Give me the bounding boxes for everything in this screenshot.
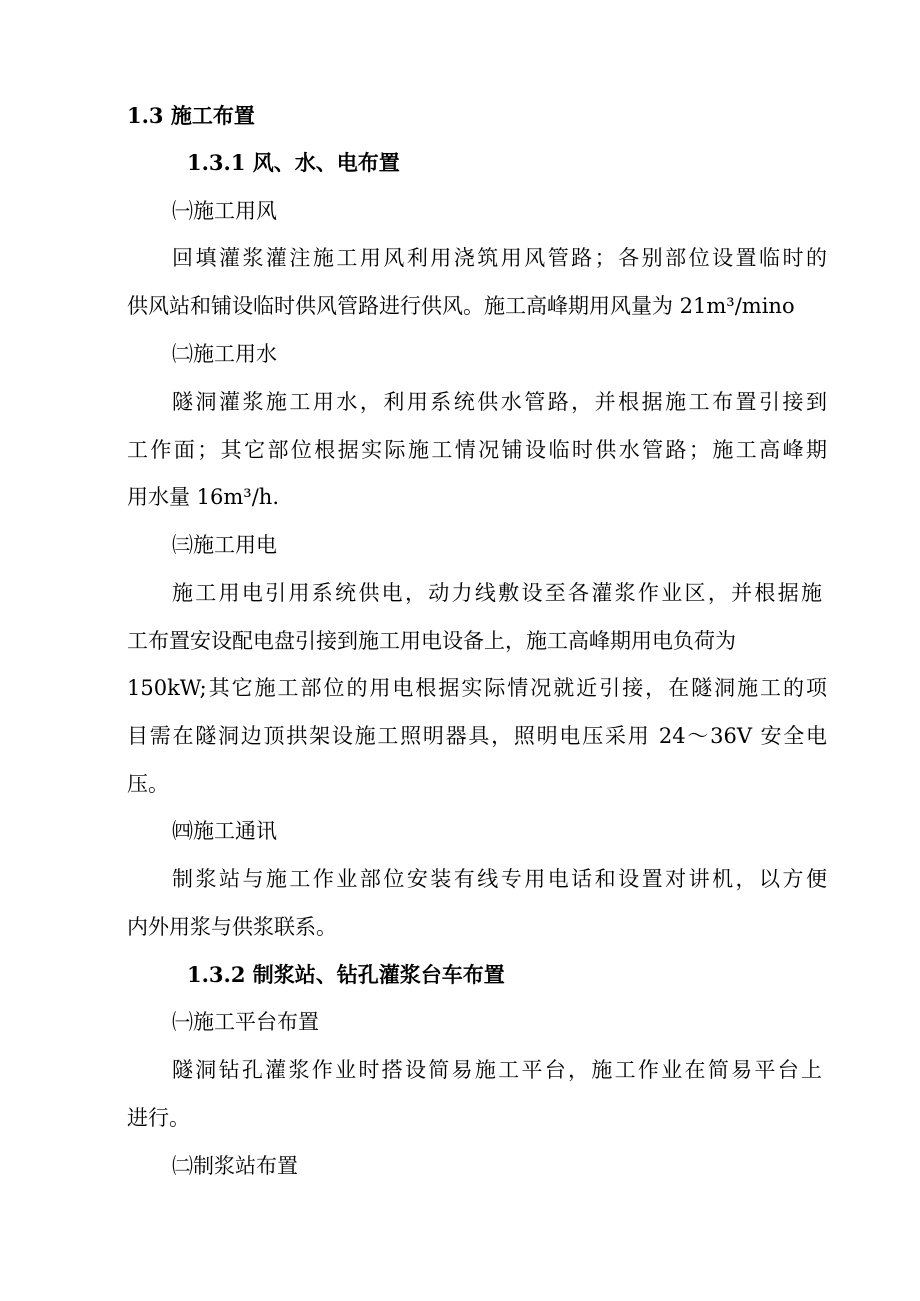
item-title-power: ㈢施工用电 — [172, 533, 277, 557]
paragraph-power-line-2: 工布置安设配电盘引接到施工用电设备上，施工高峰期用电负荷为 — [127, 629, 736, 653]
paragraph-water-line-3: 用水量 16m³/h. — [127, 485, 280, 509]
item-title-platform: ㈠施工平台布置 — [172, 1010, 319, 1034]
paragraph-water-line-1: 隧洞灌浆施工用水，利用系统供水管路，并根据施工布置引接到 — [172, 390, 827, 414]
section-heading: 1.3 施工布置 — [127, 103, 255, 128]
paragraph-wind-line-1: 回填灌浆灌注施工用风利用浇筑用风管路；各别部位设置临时的 — [172, 246, 827, 270]
subsection-heading-1-3-2: 1.3.2 制浆站、钻孔灌浆台车布置 — [187, 962, 505, 987]
paragraph-comm-line-1: 制浆站与施工作业部位安装有线专用电话和设置对讲机，以方便 — [172, 867, 827, 891]
item-title-wind: ㈠施工用风 — [172, 199, 277, 223]
paragraph-power-line-1: 施工用电引用系统供电，动力线敷设至各灌浆作业区，并根据施 — [172, 581, 822, 605]
item-title-grout-station: ㈡制浆站布置 — [172, 1154, 298, 1178]
paragraph-water-line-2: 工作面；其它部位根据实际施工情况铺设临时供水管路；施工高峰期 — [127, 438, 827, 462]
paragraph-platform-line-1: 隧洞钻孔灌浆作业时搭设简易施工平台，施工作业在简易平台上 — [172, 1058, 822, 1082]
paragraph-platform-line-2: 进行。 — [127, 1106, 190, 1130]
paragraph-wind-line-2: 供风站和铺设临时供风管路进行供风。施工高峰期用风量为 21m³/mino — [127, 294, 795, 318]
subsection-heading-1-3-1: 1.3.1 风、水、电布置 — [187, 150, 400, 175]
paragraph-power-line-5: 压。 — [127, 772, 169, 796]
paragraph-comm-line-2: 内外用浆与供浆联系。 — [127, 915, 337, 939]
item-title-communication: ㈣施工通讯 — [172, 819, 277, 843]
paragraph-power-line-4: 目需在隧洞边顶拱架设施工照明器具，照明电压采用 24～36V 安全电 — [127, 724, 827, 748]
item-title-water: ㈡施工用水 — [172, 342, 277, 366]
paragraph-power-line-3: 150kW;其它施工部位的用电根据实际情况就近引接，在隧洞施工的项 — [127, 676, 827, 700]
